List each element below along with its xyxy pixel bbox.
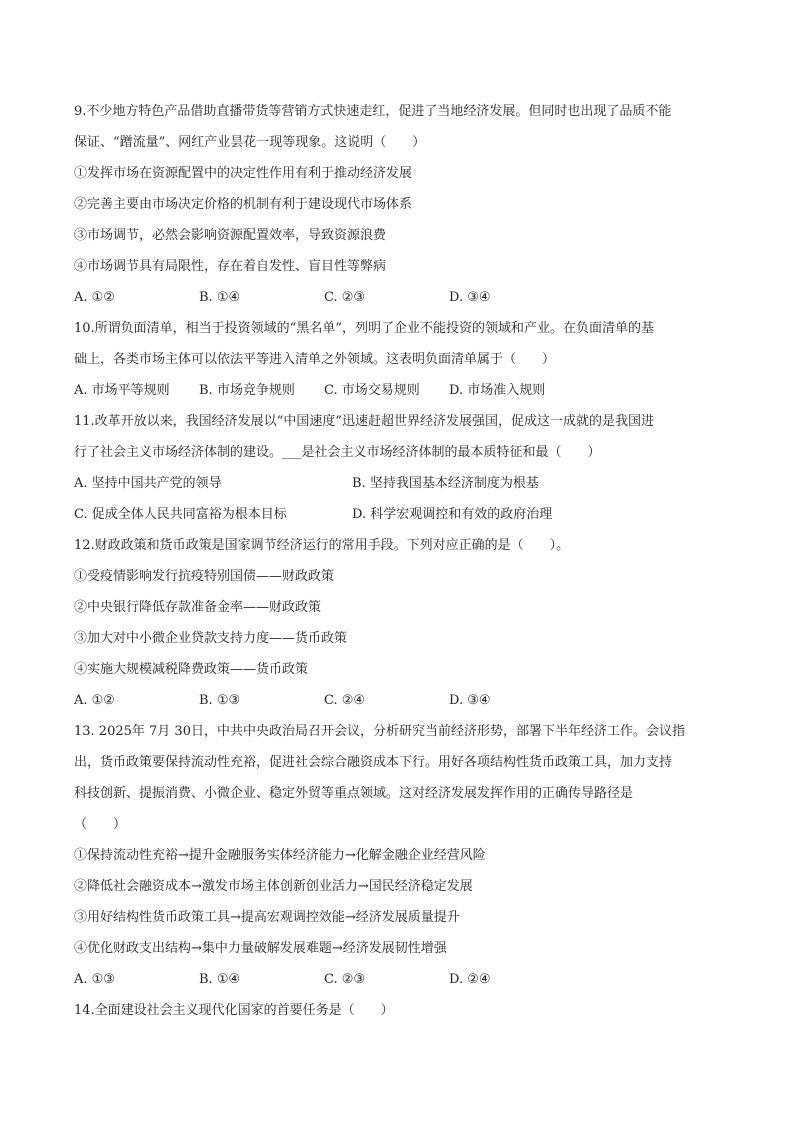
statement: ④优化财政支出结构→集中力量破解发展难题→经济发展韧性增强 — [74, 941, 447, 956]
answer-options — [74, 690, 724, 721]
option-d[interactable]: D. 市场准入规则 — [449, 383, 546, 398]
question-stem: 12.财政政策和货币政策是国家调节经济运行的常用手段。下列对应正确的是（ ）。 — [74, 538, 570, 553]
option-a[interactable]: A. ①③ — [74, 972, 115, 987]
statement: ②降低社会融资成本→激发市场主体创新创业活力→国民经济稳定发展 — [74, 879, 473, 894]
question-stem: 础上，各类市场主体可以依法平等进入清单之外领域。这表明负面清单属于（ ） — [74, 352, 556, 367]
question-stem: 保证、“蹭流量”、网红产业昙花一现等现象。这说明（ ） — [74, 135, 426, 150]
statement: ④市场调节具有局限性，存在着自发性、盲目性等弊病 — [74, 259, 387, 274]
question-stem: 13. 2025年 7月 30日，中共中央政治局召开会议，分析研究当前经济形势，部署下半年经济工作。会议指 — [74, 724, 685, 739]
question-stem: 11.改革开放以来，我国经济发展以“中国速度”迅速赶超世界经济发展强国，促成这一成就的是我国进 — [74, 414, 654, 429]
option-a[interactable]: A. ①② — [74, 290, 115, 305]
answer-options — [74, 380, 724, 411]
option-d[interactable]: D. 科学宏观调控和有效的政府治理 — [352, 507, 553, 522]
option-a[interactable]: A. 坚持中国共产党的领导 — [74, 476, 222, 491]
option-d[interactable]: D. ③④ — [449, 290, 491, 305]
statement: ③加大对中小微企业贷款支持力度——货币政策 — [74, 631, 348, 646]
option-b[interactable]: B. ①③ — [199, 693, 241, 708]
question-stem: 14.全面建设社会主义现代化国家的首要任务是（ ） — [74, 1003, 394, 1018]
question-stem: 行了社会主义市场经济体制的建设。___是社会主义市场经济体制的最本质特征和最（ ） — [74, 445, 601, 460]
question-stem: （ ） — [74, 817, 127, 832]
option-a[interactable]: A. 市场平等规则 — [74, 383, 170, 398]
exam-page — [74, 101, 724, 1031]
answer-options — [74, 969, 724, 1000]
statement: ③用好结构性货币政策工具→提高宏观调控效能→经济发展质量提升 — [74, 910, 460, 925]
answer-options — [74, 473, 724, 504]
statement: ④实施大规模减税降费政策——货币政策 — [74, 662, 309, 677]
statement: ②完善主要由市场决定价格的机制有利于建设现代市场体系 — [74, 197, 413, 212]
question-11 — [74, 411, 724, 535]
question-14 — [74, 1000, 724, 1031]
answer-options — [74, 287, 724, 318]
question-9 — [74, 101, 724, 318]
question-stem: 10.所谓负面清单，相当于投资领域的“黑名单”，列明了企业不能投资的领域和产业。在负面清单的基 — [74, 321, 654, 336]
question-stem: 出，货币政策要保持流动性充裕，促进社会综合融资成本下行。用好各项结构性货币政策工具，加力支持 — [74, 755, 673, 770]
statement: ①保持流动性充裕→提升金融服务实体经济能力→化解金融企业经营风险 — [74, 848, 486, 863]
option-c[interactable]: C. 促成全体人民共同富裕为根本目标 — [74, 507, 287, 522]
statement: ①受疫情影响发行抗疫特别国债——财政政策 — [74, 569, 335, 584]
answer-options — [74, 504, 724, 535]
option-b[interactable]: B. ①④ — [199, 972, 241, 987]
option-d[interactable]: D. ②④ — [449, 972, 491, 987]
question-stem: 科技创新、提振消费、小微企业、稳定外贸等重点领域。这对经济发展发挥作用的正确传导路径是 — [74, 786, 634, 801]
option-a[interactable]: A. ①② — [74, 693, 115, 708]
question-13 — [74, 721, 724, 1000]
option-b[interactable]: B. 坚持我国基本经济制度为根基 — [352, 476, 539, 491]
question-10 — [74, 318, 724, 411]
option-b[interactable]: B. 市场竞争规则 — [199, 383, 295, 398]
statement: ③市场调节，必然会影响资源配置效率，导致资源浪费 — [74, 228, 387, 243]
option-c[interactable]: C. ②③ — [324, 972, 366, 987]
option-c[interactable]: C. 市场交易规则 — [324, 383, 420, 398]
option-b[interactable]: B. ①④ — [199, 290, 241, 305]
question-stem: 9.不少地方特色产品借助直播带货等营销方式快速走红，促进了当地经济发展。但同时也出现了品质不能 — [74, 104, 672, 119]
statement: ①发挥市场在资源配置中的决定性作用有利于推动经济发展 — [74, 166, 413, 181]
option-d[interactable]: D. ③④ — [449, 693, 491, 708]
option-c[interactable]: C. ②④ — [324, 693, 366, 708]
option-c[interactable]: C. ②③ — [324, 290, 366, 305]
question-12 — [74, 535, 724, 721]
statement: ②中央银行降低存款准备金率——财政政策 — [74, 600, 322, 615]
